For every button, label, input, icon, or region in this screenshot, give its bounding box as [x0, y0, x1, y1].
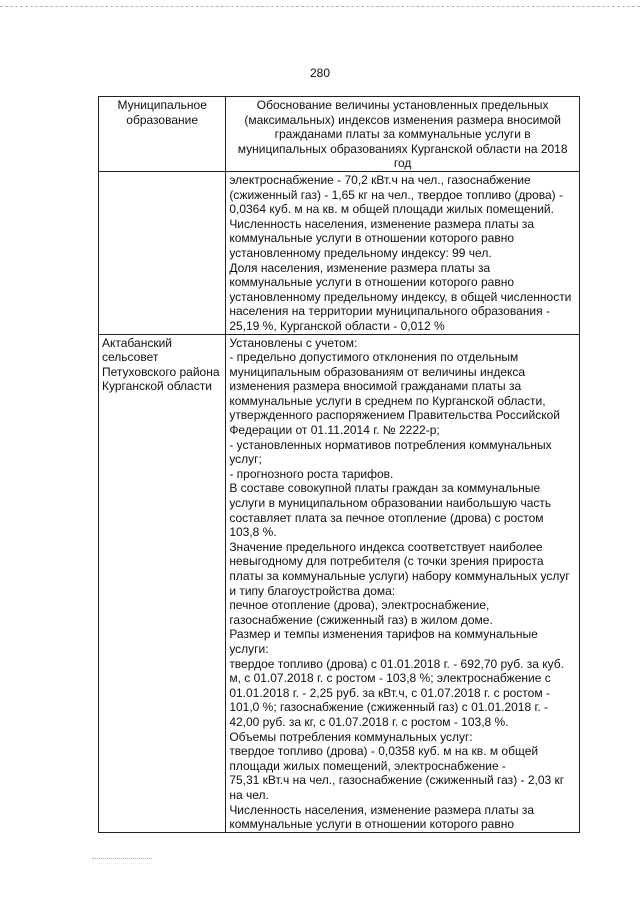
row2-line: твердое топливо (дрова) с 01.01.2018 г. - 692,70 руб. за куб. м, с 01.07.2018 г. с ростом - 103,8 %; электроснабжение с 01.01.2018 г. - 2,25 руб. за кВт.ч, с 01.07.2018 г. с ростом - 101,0 %; газоснабжение (сжиженный газ) с 01.01.2018 г. - 42,00 руб. за кг, с 01.07.2018 г. с ростом - 103,8 %. [229, 656, 565, 729]
tariff-index-table [98, 96, 580, 833]
scan-footer-mark [92, 858, 152, 859]
row2-line: Объемы потребления коммунальных услуг: [229, 729, 473, 744]
page-number: 280 [309, 66, 331, 80]
header-municipality: Муниципальное образование [99, 97, 226, 172]
row2-line: Установлены с учетом: [229, 335, 358, 350]
header-justification: Обоснование величины установленных предельных (максимальных) индексов изменения размера вносимой гражданами платы за коммунальные услуги в муниципальных образованиях Курганской области на 2018 год [226, 97, 580, 172]
row2-municipality: Актабанский сельсовет Петуховского района Курганской области [99, 334, 226, 832]
scan-edge-line [0, 6, 640, 7]
row2-line: твердое топливо (дрова) - 0,0358 куб. м на кв. м общей площади жилых помещений, электроснабжение - [229, 744, 539, 773]
row2-line: - установленных нормативов потребления коммунальных услуг; [229, 437, 552, 467]
table-header-row [99, 97, 580, 172]
row1-line: электроснабжение - 70,2 кВт.ч на чел., газоснабжение (сжиженный газ) - 1,65 кг на чел., твердое топливо (дрова) - 0,0364 куб. м на кв. м общей площади жилых помещений. [229, 172, 563, 217]
row2-line: печное отопление (дрова), электроснабжение, газоснабжение (сжиженный газ) в жилом доме. [229, 598, 493, 627]
row1-municipality [99, 171, 226, 334]
row2-line: Размер и темпы изменения тарифов на коммунальные услуги: [229, 627, 538, 656]
row1-line: Численность населения, изменение размера платы за коммунальные услуги в отношении которого равно установленному предельному индексу: 99 чел. [229, 216, 535, 260]
row1-line: Доля населения, изменение размера платы за коммунальные услуги в отношении которого равно установленному предельному индексу, в общей численности населения на территории муниципального образования - 25,19 %, Курганской области - 0,012 % [229, 260, 572, 333]
row2-line: - предельно допустимого отклонения по отдельным муниципальным образованиям от величины индекса изменения размера вносимой гражданами платы за коммунальные услуги в среднем по Курганской области, утвержденного распоряжением Правительства Российской Федерации от 01.11.2014 г. № 2222-р; [229, 350, 560, 438]
row2-line: Численность населения, изменение размера платы за коммунальные услуги в отношении которого равно [229, 802, 535, 832]
row2-line: Значение предельного индекса соответствует наиболее невыгодному для потребителя (с точки зрения прироста платы за коммунальные услуги) набору коммунальных услуг и типу благоустройства дома: [229, 539, 570, 598]
table-row [99, 334, 580, 832]
table-row [99, 171, 580, 334]
row2-line: - прогнозного роста тарифов. [229, 466, 394, 481]
row2-line: 75,31 кВт.ч на чел., газоснабжение (сжиженный газ) - 2,03 кг на чел. [229, 773, 565, 802]
row2-justification [226, 334, 580, 832]
row2-line: В составе совокупной платы граждан за коммунальные услуги в муниципальном образовании наибольшую часть составляет плата за печное отопление (дрова) с ростом 103,8 %. [229, 481, 552, 540]
row1-justification [226, 171, 580, 334]
